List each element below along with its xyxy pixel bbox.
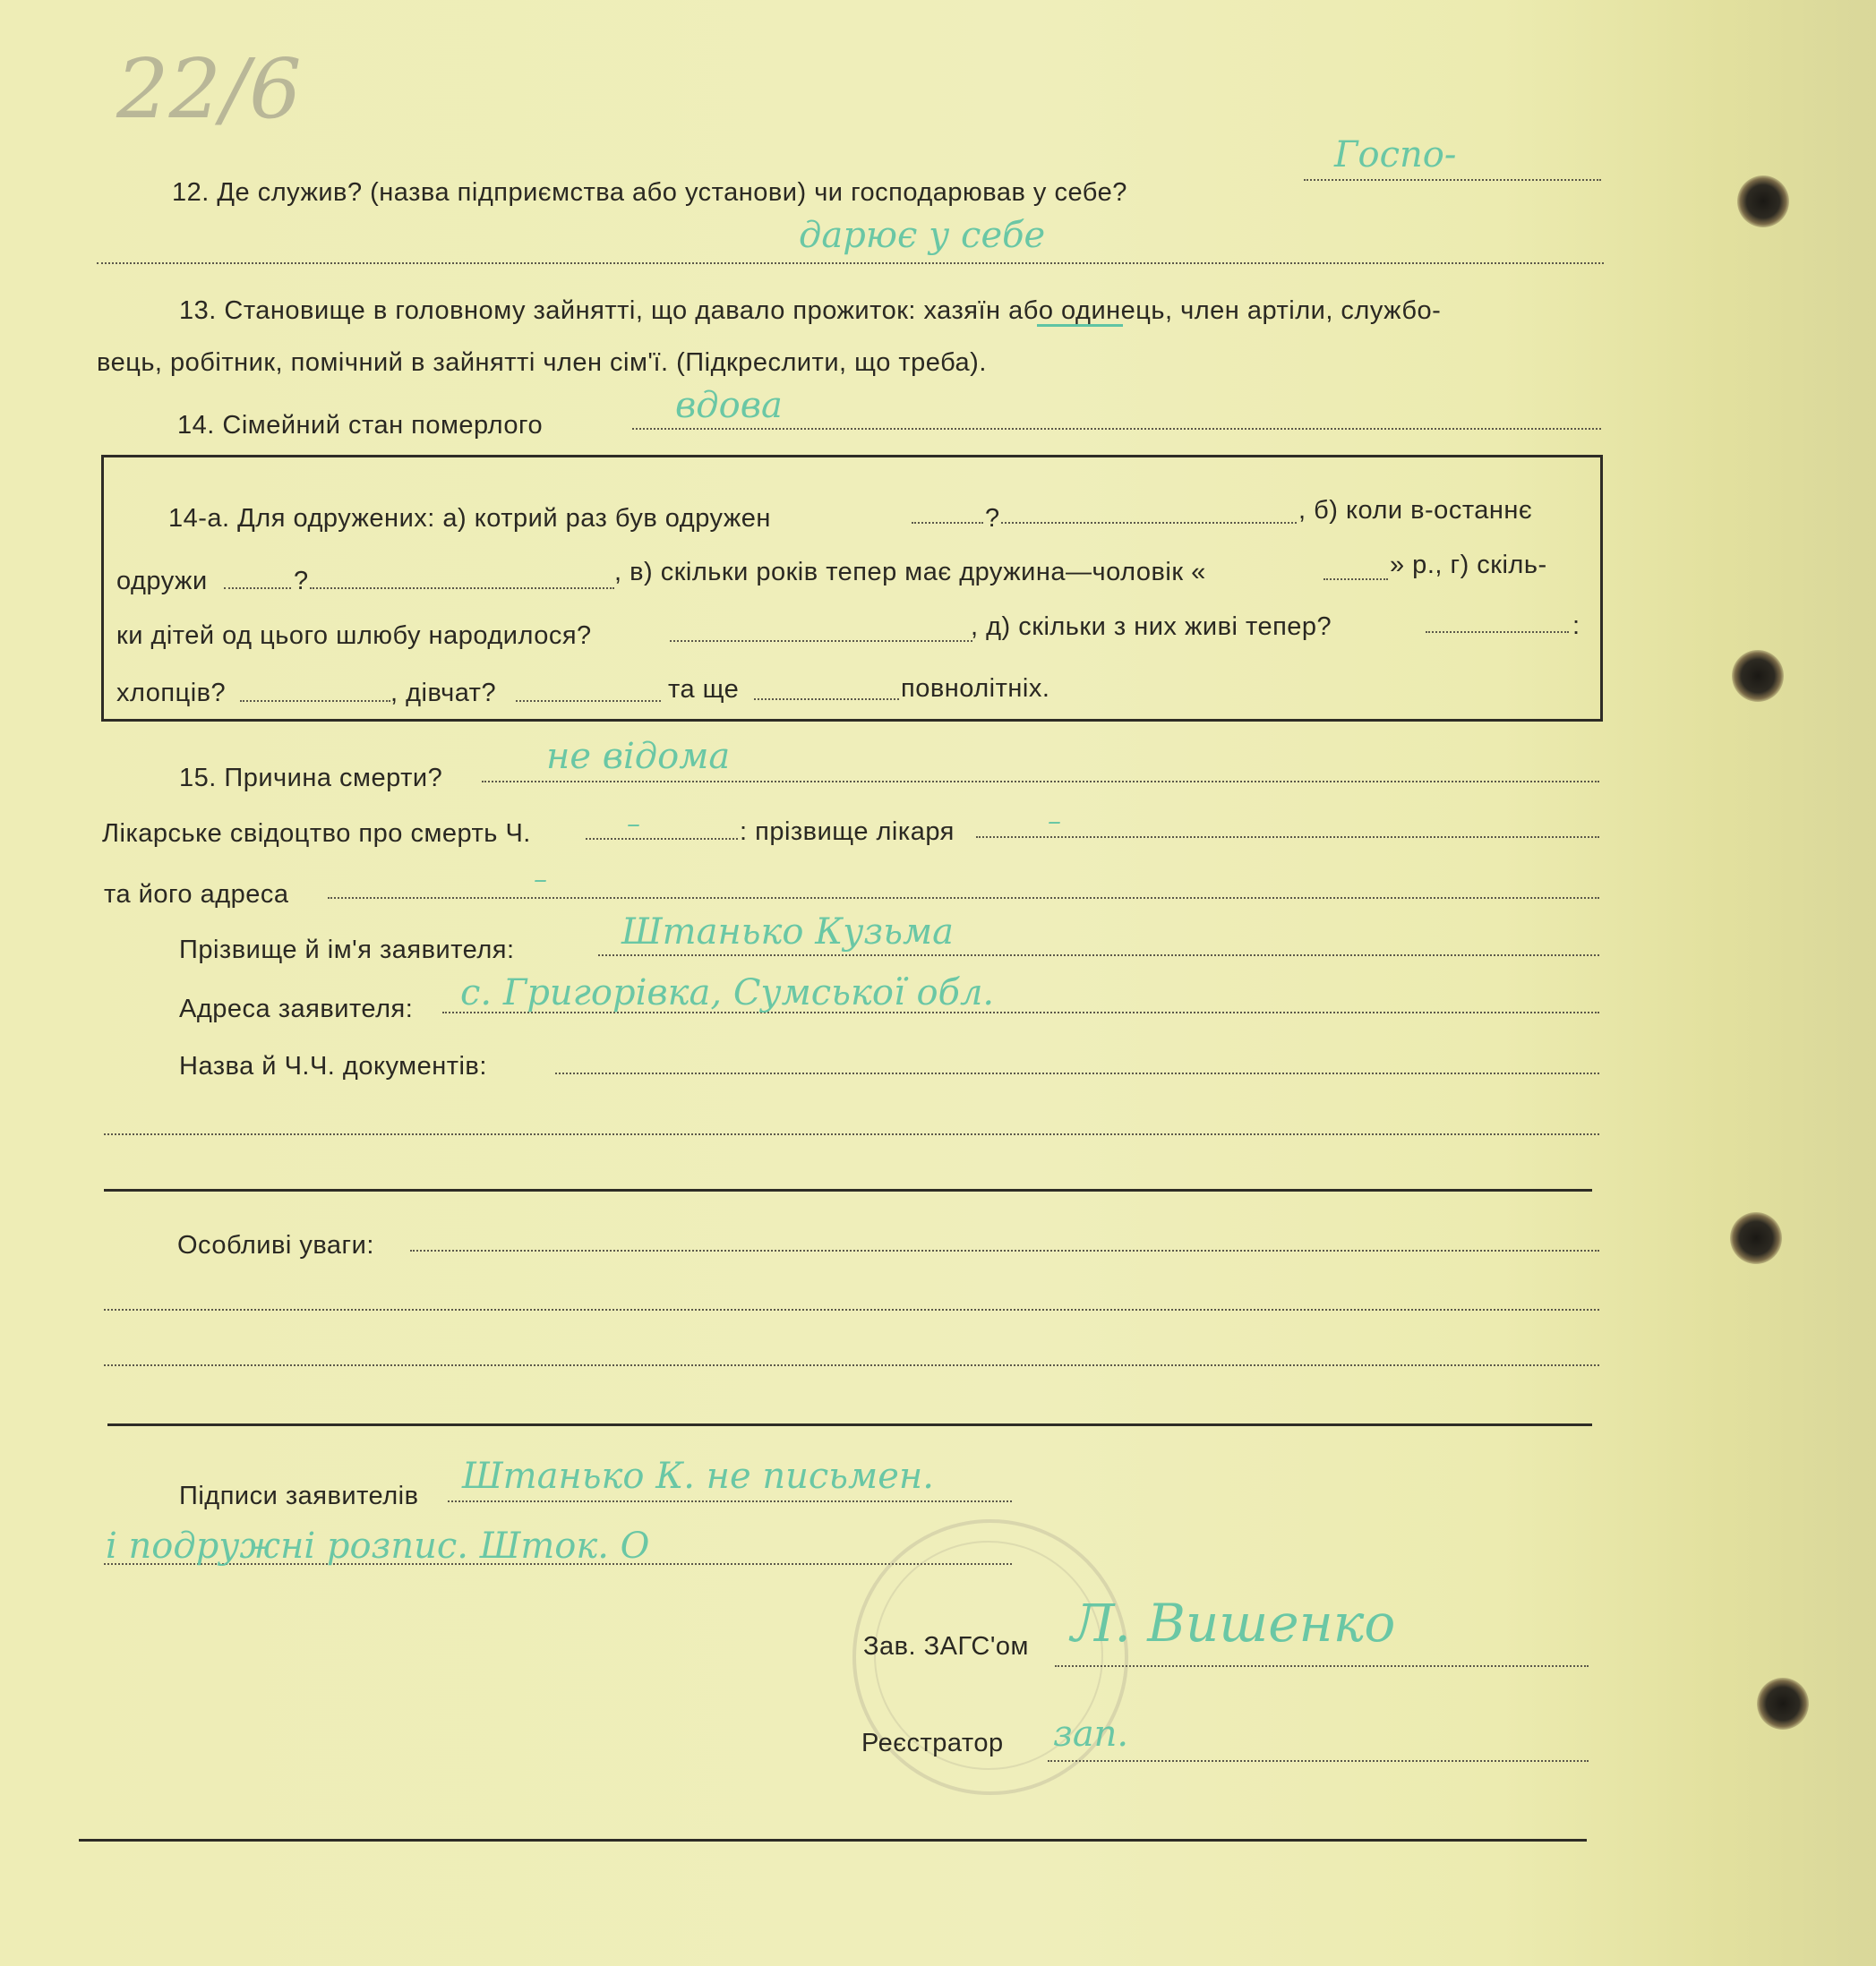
binding-hole-2 — [1732, 650, 1784, 702]
q14a-line4-d: повнолітніх. — [901, 674, 1050, 703]
signature-applicant-1: Штанько К. не письмен. — [462, 1456, 934, 1497]
corner-archive-note: 22/6 — [116, 41, 302, 137]
section-divider-1 — [104, 1189, 1592, 1192]
documents-line-2 — [104, 1133, 1599, 1135]
section-divider-2 — [107, 1423, 1592, 1426]
q14a-line1-blank1 — [912, 522, 983, 524]
q14-answer: вдова — [675, 385, 783, 426]
certificate-number-line — [586, 838, 738, 840]
q14a-line2-a: одружи — [116, 567, 208, 595]
registrar-signature: зап. — [1053, 1714, 1129, 1755]
registrar-line — [1048, 1760, 1589, 1762]
doctor-address-label: та його адреса — [104, 880, 289, 909]
q15-label: 15. Причина смерти? — [179, 764, 443, 792]
q12-answer-line2: дарює у себе — [799, 215, 1046, 256]
q14a-line3-c: : — [1572, 611, 1580, 640]
certificate-label: Лікарське свідоцтво про смерть Ч. — [102, 819, 531, 848]
q14a-line2-blank1 — [224, 587, 291, 589]
documents-line-1 — [555, 1073, 1599, 1074]
q14a-line4-c: та ще — [668, 675, 740, 704]
q14a-line1-b: ? — [985, 504, 1000, 533]
binding-hole-4 — [1757, 1678, 1809, 1730]
q14a-line4-blank3 — [754, 698, 899, 700]
q13-line2: вець, робітник, помічний в зайнятті член сім'ї. (Підкреслити, що треба). — [97, 348, 987, 377]
q14a-line1-a: 14-а. Для одружених: а) котрий раз був одружен — [168, 504, 771, 533]
q14a-line2-blank3 — [1323, 578, 1388, 580]
q14a-line2-d: » р., г) скіль- — [1390, 551, 1547, 579]
remarks-line-3 — [104, 1364, 1599, 1366]
applicant-address-label: Адреса заявителя: — [179, 995, 414, 1023]
q14a-line2-c: , в) скільки років тепер має дружина—чоловік « — [614, 558, 1206, 586]
zags-head-signature: Л. Вишенко — [1071, 1593, 1396, 1654]
q14a-line1-c: , б) коли в-останнє — [1298, 496, 1533, 525]
binding-hole-3 — [1730, 1212, 1782, 1264]
q14a-line3-a: ки дітей од цього шлюбу народилося? — [116, 621, 592, 650]
remarks-line-2 — [104, 1309, 1599, 1311]
registrar-label: Реєстратор — [861, 1729, 1004, 1757]
signature-applicant-2: і подружні розпис. Шток. О — [106, 1526, 650, 1567]
bottom-divider — [79, 1839, 1587, 1842]
q12-label: 12. Де служив? (назва підприємства або установи) чи господарював у себе? — [172, 178, 1127, 207]
q14a-line3-blank1 — [670, 640, 972, 642]
doctor-name: – — [1048, 806, 1061, 837]
q14a-line3-blank2 — [1426, 631, 1569, 633]
q14-label: 14. Сімейний стан померлого — [177, 411, 544, 440]
doctor-address-line — [328, 897, 1599, 899]
q15-answer: не відома — [546, 736, 731, 777]
q14a-line2-blank2 — [310, 587, 614, 589]
doctor-address-value: – — [534, 864, 547, 895]
q12-answer-line — [1304, 179, 1601, 181]
binding-hole-1 — [1737, 175, 1789, 227]
q12-answer-line1: Госпо- — [1334, 134, 1457, 175]
doctor-label: : прізвище лікаря — [740, 817, 955, 846]
q12-answer-line-2 — [97, 262, 1604, 264]
q15-answer-line — [482, 781, 1599, 782]
remarks-line-1 — [410, 1250, 1599, 1252]
remarks-label: Особливі уваги: — [177, 1231, 374, 1260]
documents-label: Назва й Ч.Ч. документів: — [179, 1052, 487, 1081]
q13-underline-hazyain — [1037, 324, 1123, 327]
applicant-name-line — [598, 954, 1599, 956]
q14a-line4-blank1 — [240, 700, 390, 702]
applicant-name-label: Прізвище й ім'я заявителя: — [179, 936, 515, 964]
q14a-line3-b: , д) скільки з них живі тепер? — [971, 612, 1332, 641]
signatures-line-1 — [448, 1500, 1012, 1502]
q14a-line4-b: , дівчат? — [390, 679, 497, 707]
q14-answer-line — [632, 428, 1601, 430]
applicant-address-value: с. Григорівка, Сумської обл. — [460, 972, 995, 1013]
q14a-line1-blank2 — [1001, 522, 1297, 524]
q14a-line4-a: хлопців? — [116, 679, 227, 707]
q14a-line4-blank2 — [516, 700, 661, 702]
signatures-label: Підписи заявителів — [179, 1482, 419, 1510]
zags-head-line — [1055, 1665, 1589, 1667]
certificate-number: – — [627, 808, 640, 840]
zags-head-label: Зав. ЗАГС'ом — [863, 1632, 1029, 1661]
applicant-name-value: Штанько Кузьма — [621, 911, 954, 953]
q13-line1: 13. Становище в головному зайнятті, що давало прожиток: хазяїн або одинець, член артіли, службо- — [179, 296, 1442, 325]
q14a-line2-b: ? — [294, 567, 309, 595]
doctor-name-line — [976, 836, 1599, 838]
